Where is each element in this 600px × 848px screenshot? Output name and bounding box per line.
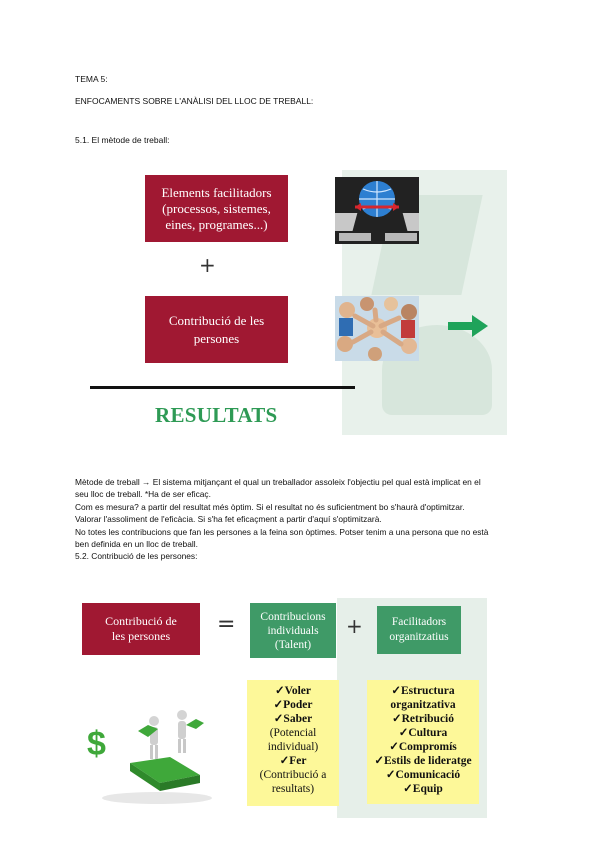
facil-item-7: ✓Comunicació bbox=[385, 769, 461, 781]
svg-text:$: $ bbox=[87, 725, 106, 763]
puzzle-people-icon bbox=[82, 693, 217, 808]
result-divider bbox=[90, 386, 355, 389]
body-line-6: ben definida en un lloc de treball. bbox=[75, 539, 198, 550]
people-line-1: Contribució de les bbox=[168, 312, 265, 328]
facilitators-box bbox=[145, 175, 288, 242]
body-line-2: seu lloc de treball. *Ha de ser eficaç. bbox=[75, 489, 211, 500]
body-line-4: Valorar l'assoliment de l'eficàcia. Si s'ha fet eficaçment a partir d'aquí s'optimitzarà. bbox=[75, 514, 382, 525]
equals-sign: = bbox=[217, 612, 236, 637]
computers-image bbox=[335, 177, 419, 244]
talent-item-6: ✓Fer bbox=[279, 755, 307, 767]
team-hands-icon bbox=[335, 296, 419, 361]
facilitators-line-3: eines, programes...) bbox=[165, 216, 268, 232]
talent-item-1: ✓Voler bbox=[274, 685, 312, 697]
contribution-box bbox=[82, 603, 200, 655]
talent-item-8: resultats) bbox=[271, 783, 315, 795]
people-contribution-box bbox=[145, 296, 288, 363]
team-hands-image bbox=[335, 296, 419, 361]
people-contribution-diagram bbox=[82, 598, 482, 823]
body-line-3: Com es mesura? a partir del resultat més òptim. Si el resultat no és suficientment bo s'haurà d'optimitzar. bbox=[75, 501, 465, 512]
facil-item-3: ✓Retribució bbox=[391, 713, 454, 725]
section-2-heading: 5.2. Contribució de les persones: bbox=[75, 551, 198, 562]
facil-item-6: ✓Estils de lideratge bbox=[374, 755, 472, 767]
individual-line-2: individuals bbox=[267, 624, 319, 637]
talent-item-2: ✓Poder bbox=[273, 699, 313, 711]
plus-sign-2: + bbox=[346, 614, 363, 638]
arrow-right-icon bbox=[448, 315, 490, 337]
body-line-5: No totes les contribucions que fan les persones a la feina son òptimes. Potser tenim a una persona que no està bbox=[75, 526, 489, 537]
plus-sign: + bbox=[199, 253, 216, 277]
facil-item-5: ✓Compromís bbox=[389, 741, 457, 753]
method-diagram bbox=[82, 165, 512, 445]
contribution-line-2: les persones bbox=[111, 629, 171, 643]
individual-talent-list bbox=[247, 680, 339, 806]
talent-item-7: (Contribució a bbox=[259, 769, 327, 781]
individual-contributions-box bbox=[250, 603, 336, 658]
facil-item-4: ✓Cultura bbox=[398, 727, 448, 739]
facil-item-8: ✓Equip bbox=[403, 783, 443, 795]
results-label: RESULTATS bbox=[155, 403, 278, 427]
body-line-1: Mètode de treball → El sistema mitjançant el qual un treballador assoleix l'objectiu pel qual està implicat en el bbox=[75, 477, 481, 487]
facil-line-2: organitzatius bbox=[389, 631, 449, 643]
contribution-line-1: Contribució de bbox=[105, 614, 177, 628]
organizational-facilitators-box bbox=[377, 606, 461, 654]
organizational-facilitators-list bbox=[367, 680, 479, 804]
talent-item-5: individual) bbox=[267, 741, 319, 753]
individual-line-3: (Talent) bbox=[274, 638, 312, 651]
people-line-2: persones bbox=[193, 330, 240, 346]
facil-line-1: Facilitadors bbox=[391, 616, 447, 628]
computers-globe-icon bbox=[335, 177, 419, 244]
section-1-heading: 5.1. El mètode de treball: bbox=[75, 135, 170, 145]
tema-label: TEMA 5: bbox=[75, 74, 108, 84]
facilitators-line-2: (processos, sistemes, bbox=[162, 200, 271, 216]
facil-item-1: ✓Estructura bbox=[391, 685, 455, 697]
talent-item-3: ✓Saber bbox=[273, 713, 313, 725]
individual-line-1: Contribucions bbox=[260, 610, 326, 623]
facilitators-line-1: Elements facilitadors bbox=[161, 184, 272, 200]
talent-item-4: (Potencial bbox=[269, 727, 317, 739]
method-description bbox=[75, 476, 535, 563]
page-title: ENFOCAMENTS SOBRE L'ANÀLISI DEL LLOC DE TREBALL: bbox=[75, 96, 314, 106]
facil-item-2: organitzativa bbox=[390, 699, 456, 711]
